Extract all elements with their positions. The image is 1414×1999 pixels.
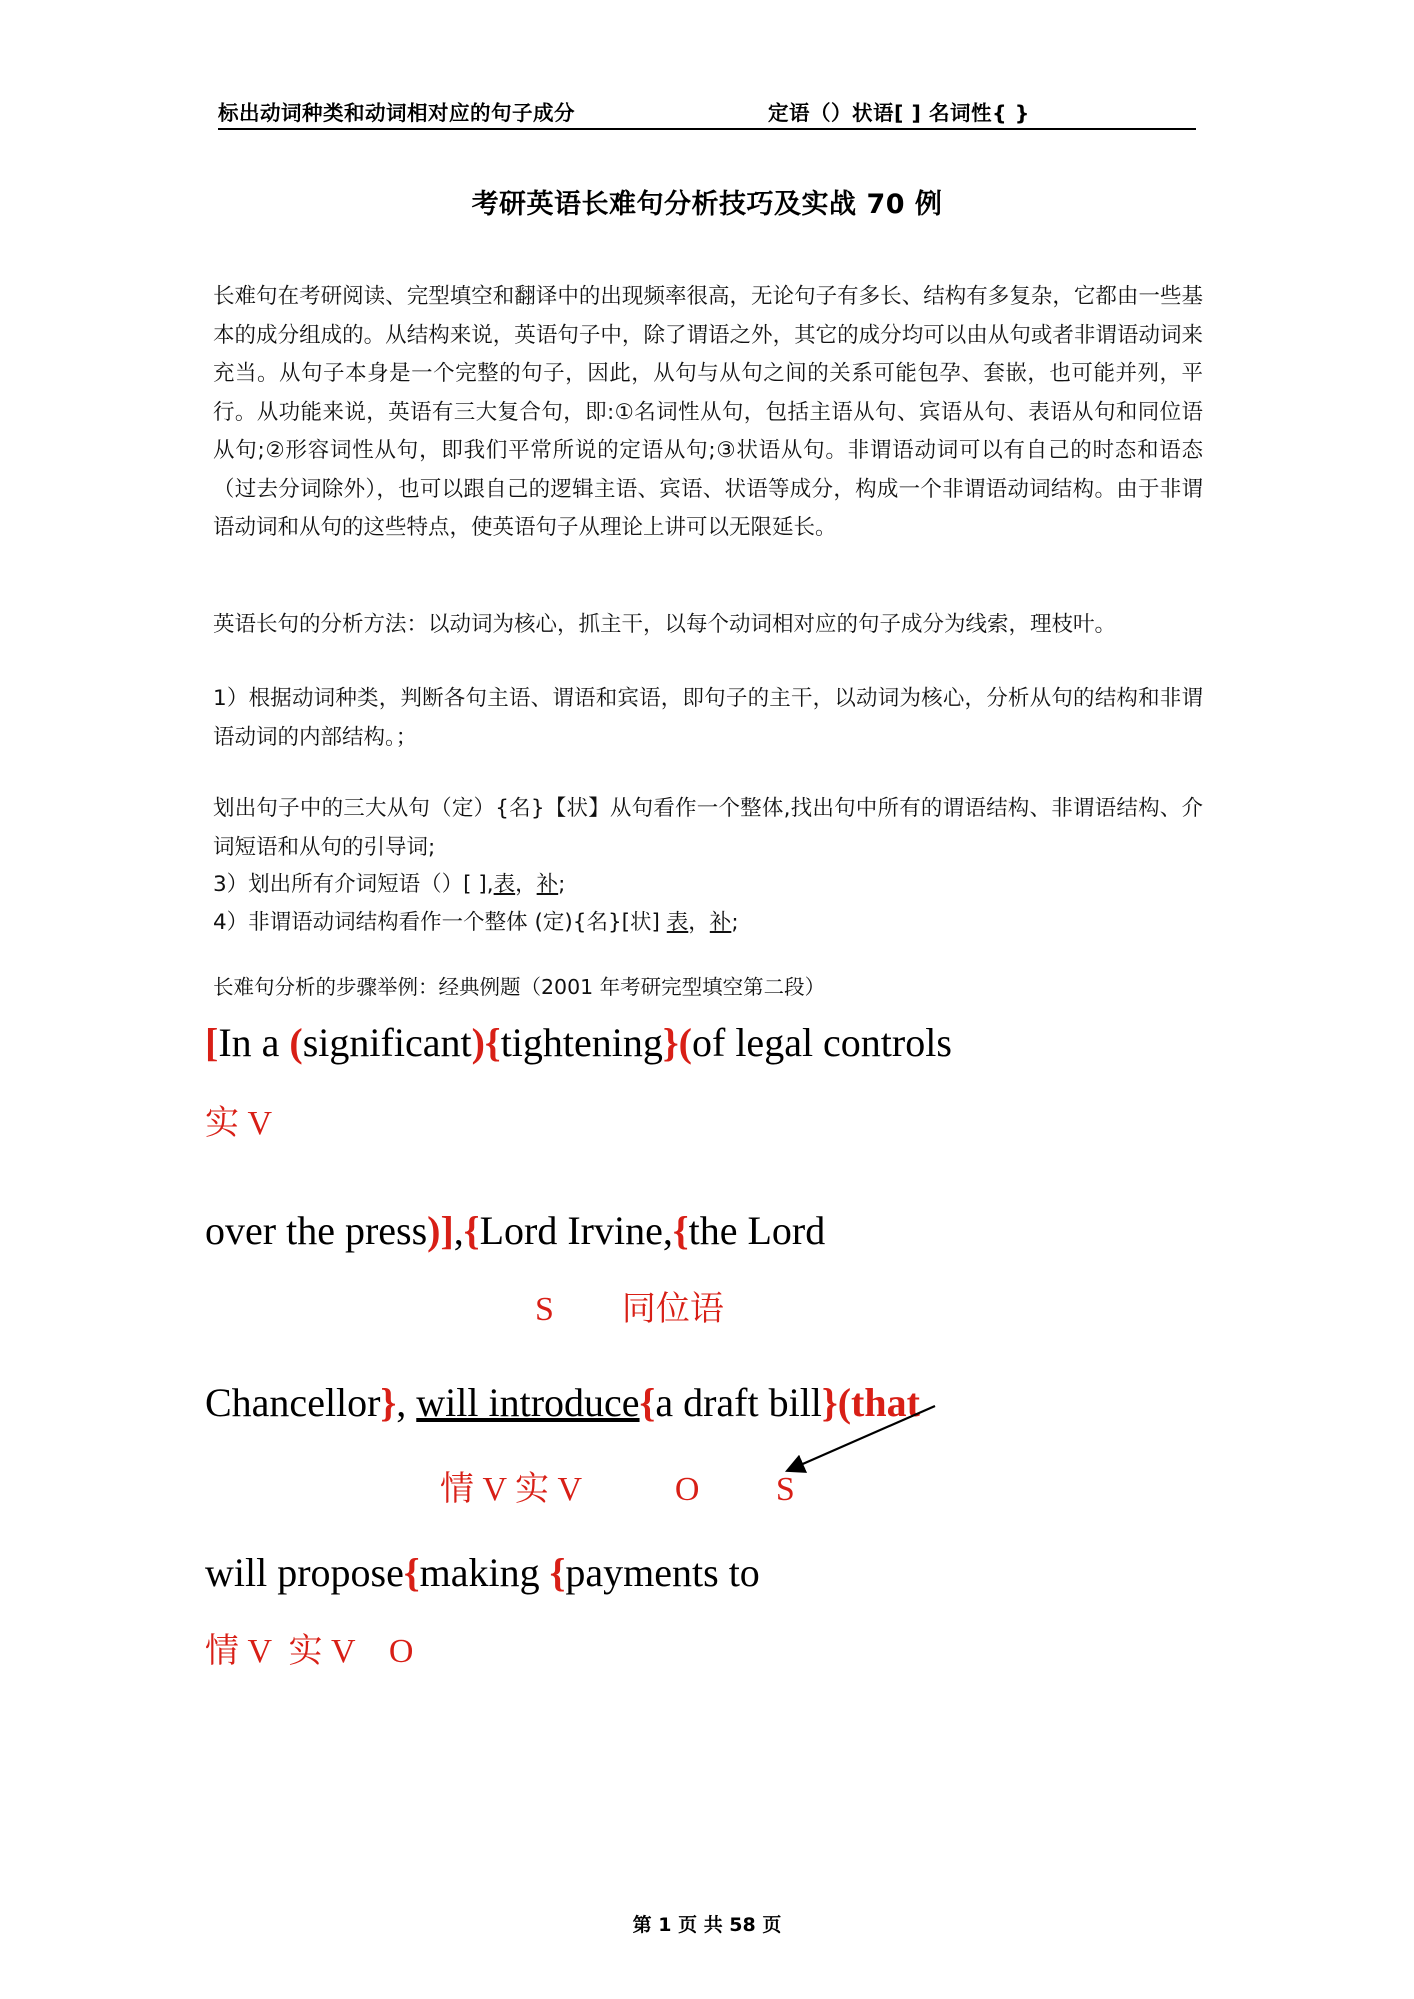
example-token: Chancellor: [205, 1380, 381, 1425]
step-3-underline-1: 表: [493, 872, 516, 897]
page-footer: 第 1 页 共 58 页: [632, 1914, 782, 1936]
example-token: ,: [396, 1380, 417, 1425]
example-token: ,: [453, 1208, 464, 1253]
example-intro-paragraph: 长难句分析的步骤举例：经典例题（2001 年考研完型填空第二段）: [213, 975, 826, 999]
example-token: {: [463, 1208, 480, 1253]
example-token: [: [205, 1020, 219, 1065]
example-token: )]: [427, 1208, 454, 1253]
example-token: }: [821, 1380, 838, 1425]
example-annotation-4: 情 V 实 V O: [205, 1633, 414, 1670]
step-3-prefix: 3）划出所有介词短语（）[ ],: [213, 872, 494, 897]
method-paragraph: 英语长句的分析方法：以动词为核心，抓主干，以每个动词相对应的句子成分为线索，理枝叶。: [213, 612, 1117, 637]
example-token: will propose: [205, 1550, 404, 1595]
step-4-underline-2: 补: [709, 910, 732, 935]
example-token: ): [471, 1020, 485, 1065]
example-token: {: [403, 1550, 420, 1595]
example-token: Lord Irvine,: [479, 1208, 673, 1253]
example-token: {: [672, 1208, 689, 1253]
example-line-2: [205, 1208, 825, 1254]
header-right-text: 定语（）状语[ ] 名词性{ }: [768, 101, 1030, 125]
example-annotation-3: 情 V 实 V O S: [440, 1471, 795, 1508]
header-divider: [218, 128, 1196, 130]
example-token: over the press: [205, 1208, 428, 1253]
example-token: making: [419, 1550, 550, 1595]
header-left-text: 标出动词种类和动词相对应的句子成分: [218, 101, 575, 125]
step-4-prefix: 4）非谓语动词结构看作一个整体 (定){名}[状]: [213, 910, 667, 935]
example-line-1: [205, 1020, 952, 1066]
example-token: tightening: [500, 1020, 663, 1065]
step-4-suffix: ;: [731, 910, 739, 935]
step-4-paragraph: [213, 904, 1203, 943]
example-token: In a: [218, 1020, 290, 1065]
example-token: }: [662, 1020, 679, 1065]
example-line-4: [205, 1550, 760, 1596]
example-token: a draft bill: [655, 1380, 822, 1425]
example-token: (: [837, 1380, 852, 1425]
example-token: that: [851, 1380, 920, 1425]
step-3-mid: ，: [515, 872, 537, 897]
step-3-underline-2: 补: [536, 872, 559, 897]
example-token: (: [678, 1020, 692, 1065]
page-title: 考研英语长难句分析技巧及实战 70 例: [471, 189, 943, 220]
intro-paragraph: 长难句在考研阅读、完型填空和翻译中的出现频率很高，无论句子有多长、结构有多复杂，它都由一些基本的成分组成的。从结构来说，英语句子中，除了谓语之外，其它的成分均可以由从句或者非谓语动词来充当。从句子本身是一个完整的句子，因此，从句与从句之间的关系可能包孕、套嵌，也可能并列，平行。从功能来说，英语有三大复合句，即:①名词性从句，包括主语从句、宾语从句、表语从句和同位语从句;②形容词性从句，即我们平常所说的定语从句;③状语从句。非谓语动词可以有自己的时态和语态（过去分词除外），也可以跟自己的逻辑主语、宾语、状语等成分，构成一个非谓语动词结构。由于非谓语动词和从句的这些特点，使英语句子从理论上讲可以无限延长。: [213, 284, 1203, 540]
example-token: the Lord: [688, 1208, 826, 1253]
step-4-underline-1: 表: [666, 910, 689, 935]
example-token: will introduce: [416, 1380, 640, 1425]
example-token: }: [380, 1380, 397, 1425]
step-3-paragraph: [213, 866, 1203, 905]
page-header: [218, 96, 1196, 126]
example-annotation-1: 实 V: [205, 1105, 273, 1142]
step-2-paragraph: 划出句子中的三大从句（定）{名}【状】从句看作一个整体,找出句中所有的谓语结构、非谓语结构、介词短语和从句的引导词;: [213, 796, 1203, 860]
step-3-suffix: ;: [558, 872, 566, 897]
step-4-mid: ，: [688, 910, 710, 935]
example-token: (: [289, 1020, 303, 1065]
example-token: significant: [302, 1020, 472, 1065]
example-token: of legal controls: [692, 1020, 952, 1065]
annotation-arrow-icon: [775, 1402, 955, 1492]
step-1-paragraph: 1）根据动词种类，判断各句主语、谓语和宾语，即句子的主干，以动词为核心，分析从句的结构和非谓语动词的内部结构。；: [213, 686, 1203, 750]
example-token: {: [549, 1550, 566, 1595]
example-token: payments to: [565, 1550, 760, 1595]
example-token: {: [639, 1380, 656, 1425]
example-token: {: [484, 1020, 501, 1065]
example-annotation-2: S 同位语: [535, 1291, 724, 1328]
